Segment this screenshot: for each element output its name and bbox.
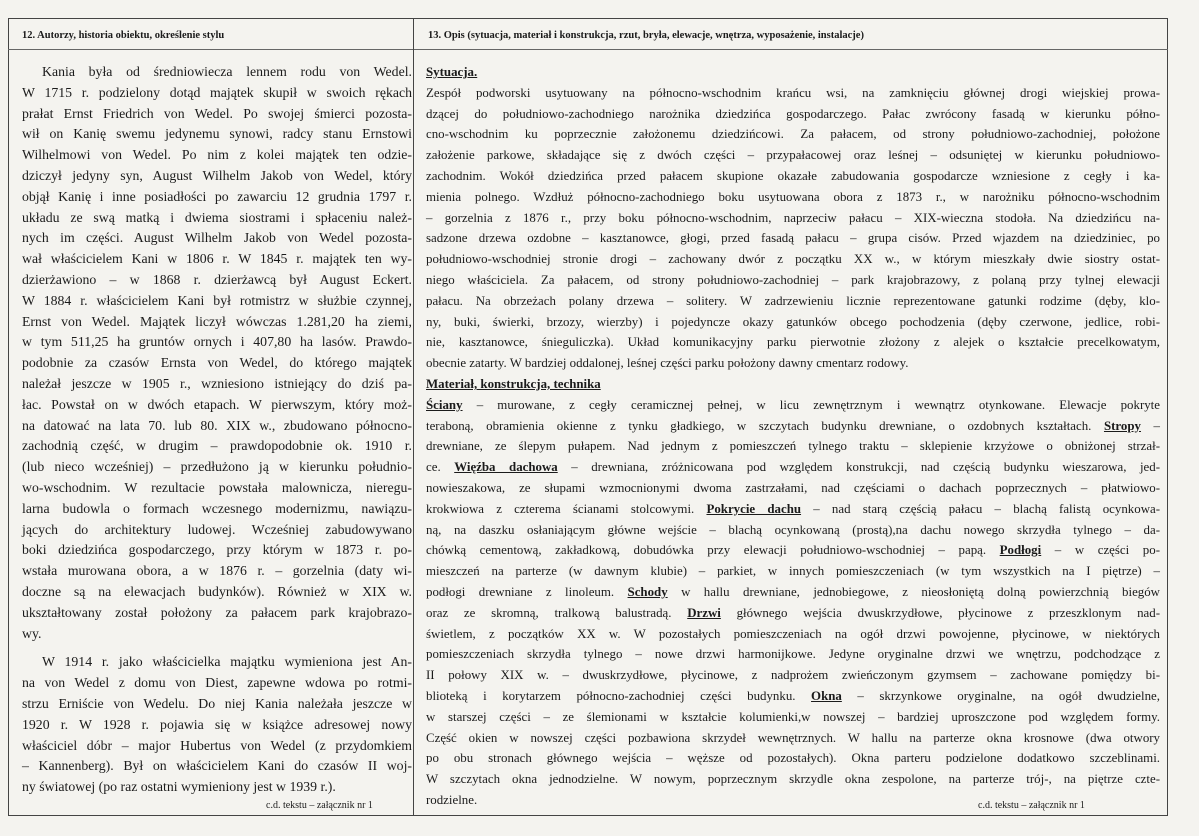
left-continued-note: c.d. tekstu – załącznik nr 1 xyxy=(266,800,373,811)
text-line xyxy=(426,104,1160,125)
text-line xyxy=(426,582,1160,603)
text-run: oraz ze skromną, tralkową balustradą. xyxy=(426,605,688,620)
text-line xyxy=(426,208,1160,229)
text-line: prałat Ernst Friedrich von Wedel. Po swojej śmierci pozosta- xyxy=(22,105,412,121)
text-run: w hallu drewniane, jednobiegowe, z nieosłoniętą dolną powierzchnią biegów xyxy=(667,584,1160,599)
text-run: ce. xyxy=(426,460,455,475)
text-run: nowieszakowa, ze słupami wzmocnionymi dwoma zastrzałami, nad częściami o dachach poprzecznych – płatwiowo- xyxy=(426,480,1160,495)
text-line xyxy=(426,270,1160,291)
text-run: W szczytach okna jednodzielne. W nowym, poprzecznym skrzydle okna zespolone, na parterze trój-, na piętrze czte- xyxy=(426,772,1160,787)
text-line xyxy=(426,436,1160,457)
text-run: pomieszczeniach skrzydła tylnego – nowe drzwi harmonijkowe. Jedyne oryginalne drzwi we wnętrzu, podchodzące z xyxy=(426,647,1160,662)
text-run: nie, kasztanowce, śnieguliczka). Układ komunikacyjny parku pierwotnie złożony z alejek o kształcie precelkowatym, xyxy=(426,335,1160,350)
column-divider xyxy=(413,18,414,816)
text-line: Wilhelmowi von Wedel. Po nim z kolei majątek ten odzie- xyxy=(22,147,412,163)
text-line xyxy=(426,561,1160,582)
text-line xyxy=(426,187,1160,208)
text-line xyxy=(426,478,1160,499)
text-line xyxy=(426,686,1160,707)
section-keyword: Schody xyxy=(627,584,668,599)
text-line xyxy=(426,228,1160,249)
text-run: drewniane, ze ślepym pułapem. Nad jednym z pomieszczeń tylnego traktu – sklepienie krzyżowe o obniżonej strzał- xyxy=(426,439,1160,454)
text-run: chówką cementową, zakładkową, dobudówka przy elewacji południowo-wschodniej – papą. xyxy=(426,543,1000,558)
left-header-rule xyxy=(8,49,413,50)
text-line xyxy=(426,644,1160,665)
text-run: ny, buki, świerki, brzozy, wierzby) i pojedyncze okazy gatunków obcego pochodzenia (dęby czerwone, jedlice, robi- xyxy=(426,314,1160,329)
text-run: cno-wschodnim ku poprzecznie założonemu dziedzińcowi. Za pałacem, od strony południowo-zachodniej, położone xyxy=(426,127,1160,142)
section-13-header: 13. Opis (sytuacja, materiał i konstrukcja, rzut, bryła, elewacje, wnętrza, wyposażenie, instalacje) xyxy=(428,30,864,41)
text-line xyxy=(426,603,1160,624)
text-line xyxy=(426,520,1160,541)
text-run: – xyxy=(1140,418,1160,433)
text-line xyxy=(426,62,1160,83)
text-line xyxy=(426,312,1160,333)
text-line xyxy=(426,540,1160,561)
text-run: obecnie zatarty. W bardziej oddalonej, leśnej części parku położony dawny cmentarz rodowy. xyxy=(426,356,909,371)
text-run: po obu stronach głównego wejścia – węższe od pozostałych). Okna parteru podzielone dodatkowo szczeblinami. xyxy=(426,751,1160,766)
text-line xyxy=(426,728,1160,749)
text-line xyxy=(426,457,1160,478)
text-line xyxy=(426,332,1160,353)
text-line: wo-wschodnim. W rezultacie powstała malownicza, nieregu- xyxy=(22,479,412,495)
right-header-rule xyxy=(414,49,1168,50)
text-line: nych im części. August Wilhelm Jakob von Wedel pozosta- xyxy=(22,230,412,246)
section-keyword: Materiał, konstrukcja, technika xyxy=(426,376,601,391)
text-run: – drewniana, zróżnicowana pod względem konstrukcji, nad częścią budynku wieszarowa, jed- xyxy=(557,460,1160,475)
text-run: głównego wejścia dwuskrzydłowe, płycinowe z przeszklonym nad- xyxy=(720,605,1160,620)
text-line xyxy=(426,145,1160,166)
section-keyword: Stropy xyxy=(1103,418,1141,433)
text-run: – gorzelnia z 1876 r., przy boku północno-wschodnim, naprzeciw pałacu – XIX-wieczna stodoła. Na dziedzińcu na- xyxy=(426,210,1160,225)
text-run: świetlem, z początków XX w. W pozostałych pomieszczeniach na ogół drzwi powojenne, płycinowe, w niektórych xyxy=(426,626,1160,641)
text-line xyxy=(426,769,1160,790)
section-keyword: Drzwi xyxy=(687,605,721,620)
text-line xyxy=(426,665,1160,686)
text-line xyxy=(426,499,1160,520)
text-run: – w części po- xyxy=(1041,543,1160,558)
text-run: zachodnim. Wokół dziedzińca przed pałacem skupione okazałe zabudowania gospodarcze wzniesione z cegły i ka- xyxy=(426,168,1160,183)
text-run: pałacu. Na obrzeżach polany drzewa – solitery. W zadrzewieniu licznie reprezentowane gatunki rodzime (dęby, klo- xyxy=(426,293,1160,308)
text-line xyxy=(426,748,1160,769)
text-line xyxy=(426,83,1160,104)
text-line xyxy=(426,353,1160,374)
text-line: właściciel dóbr – major Hubertus von Wedel (z przydomkiem xyxy=(22,737,412,753)
text-line: wił on Kanię swemu jedynemu synowi, radcy stanu Ernstowi xyxy=(22,126,412,142)
text-line xyxy=(426,124,1160,145)
text-run: rodzielne. xyxy=(426,792,478,807)
text-line: dziczył jedyny syn, August Wilhelm Jakob von Wedel, który xyxy=(22,167,412,183)
text-line: wstała murowana obora, a w 1876 r. – gorzelnia (daty wi- xyxy=(22,563,412,579)
text-line: larna budowla o formach wczesnego modernizmu, nawiązu- xyxy=(22,500,412,516)
text-line: boki dziedzińca gospodarczego, przy którym w 1873 r. po- xyxy=(22,542,412,558)
text-run: mieszczeń na parterze (w dawnym klubie) – parkiet, w innych pomieszczeniach (w tym wszystkich na I piętrze) – xyxy=(426,564,1160,579)
description-text xyxy=(426,62,1160,811)
text-line: dzierżawiono – w 1868 r. dzierżawcą był August Eckert. xyxy=(22,271,412,287)
text-line: zachodnią część, w drugim – prawdopodobnie ok. 1910 r. xyxy=(22,438,412,454)
paragraph-gap xyxy=(22,644,412,652)
text-run: południowo-wschodniej stronie drogi – zachowany dwór z początku XX w., w którym mieszkały dwie siostry ostat- xyxy=(426,252,1160,267)
text-line: W 1884 r. właścicielem Kani był rotmistrz w służbie czynnej, xyxy=(22,292,412,308)
text-line: układu ze swą matką i dwiema siostrami i spłaceniu należ- xyxy=(22,209,412,225)
text-line: Ernst von Wedel. Majątek liczył wówczas 1.281,20 ha ziemi, xyxy=(22,313,412,329)
text-line: należał jeszcze w 1905 r., wzniesiono istniejący do dziś pa- xyxy=(22,375,412,391)
section-keyword: Podłogi xyxy=(999,543,1042,558)
text-line: wy. xyxy=(22,625,42,641)
text-line: na von Wedel z domu von Diest, zapewne wdowa po rotmi- xyxy=(22,675,412,691)
text-line: W 1715 r. podzielony dotąd majątek skupił w swoich rękach xyxy=(22,84,412,100)
text-line: W 1914 r. jako właścicielka majątku wymieniona jest An- xyxy=(42,654,412,670)
text-run: założenie parkowe, składające się z dwóch części – przypałacowej oraz leśnej – odsuniętej w kierunku południowo- xyxy=(426,148,1160,163)
text-run: podłogi drewniane z linoleum. xyxy=(426,584,628,599)
text-line: łac. Powstał on w dwóch etapach. W pierwszym, który moż- xyxy=(22,396,412,412)
text-run: blioteką i korytarzem północno-zachodniej części budynku. xyxy=(426,688,812,703)
text-run: w starszej części – ze ślemionami w kształcie kolumienki,w nowszej – bardziej uproszczone pod względem formy. xyxy=(426,709,1160,724)
text-run: sadzone drzewa ozdobne – kasztanowce, głogi, przed fasadą pałacu – grupa cisów. Przed wjazdem na dziedziniec, po xyxy=(426,231,1160,246)
text-line xyxy=(426,166,1160,187)
text-line: wał właścicielem Kani w 1806 r. W 1845 r. majątek ten wy- xyxy=(22,251,412,267)
text-line xyxy=(426,395,1160,416)
text-line: w tym 511,25 ha gruntów ornych i 407,80 ha lasów. Prawdo- xyxy=(22,334,412,350)
text-line: Kania była od średniowiecza lennem rodu von Wedel. xyxy=(42,64,412,79)
text-run: ną, na daszku osłaniającym główne wejście – blachą ocynkowaną (prostą),na dachu nowego skrzydła tylnego – da- xyxy=(426,522,1160,537)
history-text xyxy=(22,62,412,798)
text-line: doczne są na elewacjach budynków). Również w XIX w. xyxy=(22,583,412,599)
text-run: niego właściciela. Za pałacem, od strony południowo-zachodniej – park krajobrazowy, z polaną przy tylnej elewacji xyxy=(426,272,1160,287)
text-run: – murowane, z cegły ceramicznej pełnej, w licu zewnętrznym i wewnątrz otynkowane. Elewacje pokryte xyxy=(462,397,1160,412)
section-keyword: Pokrycie dachu xyxy=(706,501,802,516)
section-12-header: 12. Autorzy, historia obiektu, określenie stylu xyxy=(22,30,225,41)
section-keyword: Ściany xyxy=(426,397,463,412)
right-continued-note: c.d. tekstu – załącznik nr 1 xyxy=(978,800,1085,811)
text-line xyxy=(426,291,1160,312)
text-run: Część okien w nowszej części pozbawiona skrzydeł wewnętrznych. W hallu na parterze okna krosnowe (dwa otwory xyxy=(426,730,1160,745)
text-line: ukształtowany został położony za pałacem park krajobrazo- xyxy=(22,604,412,620)
text-line: podobnie za czasów Ernsta von Wedel, do którego majątek xyxy=(22,355,412,371)
section-keyword: Więźba dachowa xyxy=(454,460,558,475)
text-line xyxy=(426,624,1160,645)
text-line: (lub nieco wcześniej) – przedłużono ją w kierunku południo- xyxy=(22,459,412,475)
text-line: objął Kanię i inne posiadłości po zawarciu 12 grudnia 1797 r. xyxy=(22,188,412,204)
text-run: – skrzynkowe oryginalne, na ogół dwudzielne, xyxy=(841,688,1160,703)
section-keyword: Sytuacja. xyxy=(426,65,478,79)
text-line xyxy=(426,249,1160,270)
text-line xyxy=(426,374,1160,395)
text-run: II połowy XIX w. – dwuskrzydłowe, płycinowe, z nadprożem zwieńczonym gzymsem – zachowane pomiędzy bi- xyxy=(426,668,1160,683)
text-line xyxy=(426,707,1160,728)
text-line xyxy=(426,416,1160,437)
text-run: krokwiowa z czterema ścianami stolcowymi. xyxy=(426,501,707,516)
text-run: mienia polnego. Wzdłuż północno-zachodniego boku usytuowana obora z 1873 r., w narożniku północno-wschodnim xyxy=(426,189,1160,204)
text-line: na datować na lata 70. lub 80. XIX w., zbudowano północno- xyxy=(22,417,412,433)
text-line: 1920 r. W 1928 r. pojawia się w książce adresowej nowy xyxy=(22,716,412,732)
text-line: jących do architektury ludowej. Wcześniej zabudowywano xyxy=(22,521,412,537)
text-line: – Kannenberg). Był on właścicielem Kani do czasów II woj- xyxy=(22,758,412,774)
text-run: dzącej do południowo-zachodniego narożnika dziedzińca gospodarczego. Pałac zwrócony fasadą w kierunku półno- xyxy=(426,106,1160,121)
text-line: ny światowej (po raz ostatni wymieniony jest w 1939 r.). xyxy=(22,779,336,795)
text-line: strzu Erniście von Wedelu. Do niej Kania należała jeszcze w xyxy=(22,695,412,711)
text-run: Zespół podworski usytuowany na północno-wschodnim krańcu wsi, na zamknięciu głównej drogi wiejskiej prowa- xyxy=(426,85,1160,100)
text-run: – nad starą częścią pałacu – blachą falistą ocynkowa- xyxy=(801,501,1161,516)
section-keyword: Okna xyxy=(811,688,842,703)
text-run: teraboną, obramienia okienne z tynku gładkiego, w szczytach budynku drewniane, o ozdobnych kształtach. xyxy=(426,418,1104,433)
